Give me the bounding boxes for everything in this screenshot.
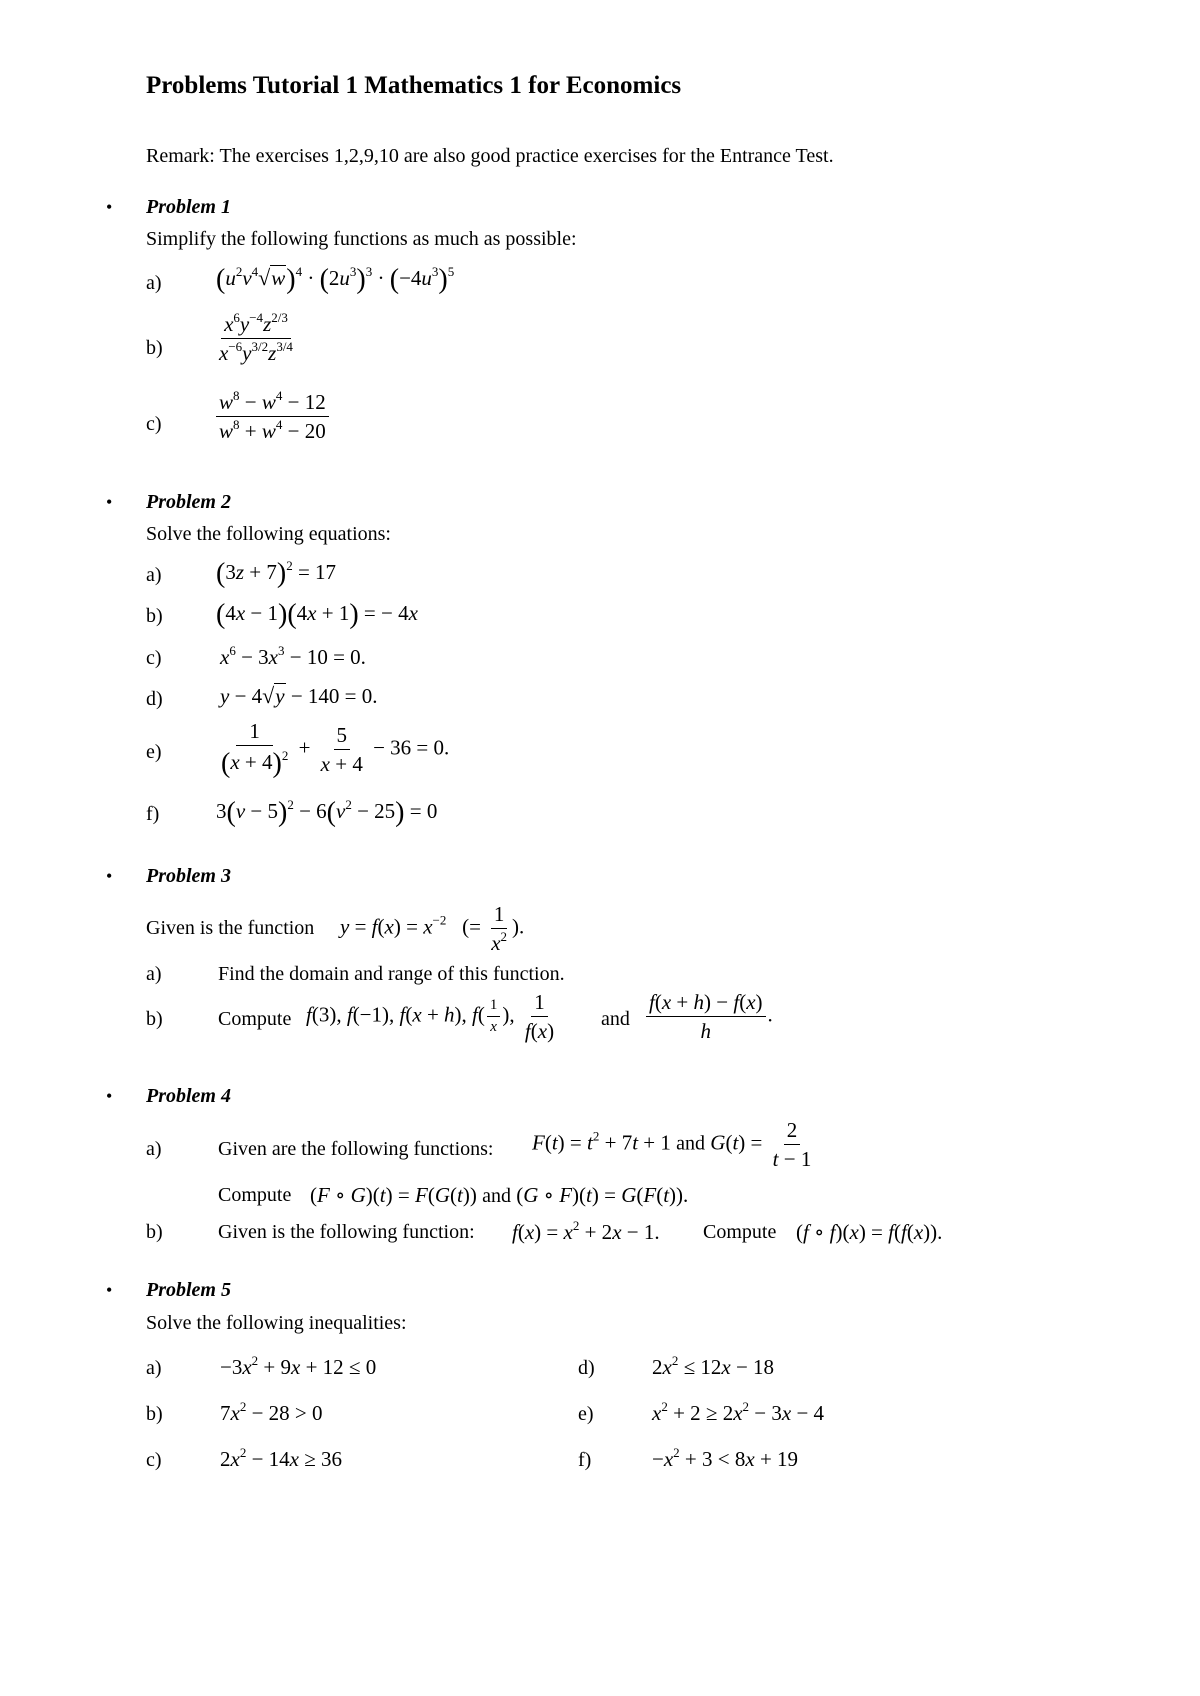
problem-5c-inequality: $2x^2 - 14x \ge 36$ [220,1445,343,1471]
problem-2-label-d: d) [146,688,163,710]
problem-2e-equation: $\frac{1}{(x + 4)^2}$ + $\frac{5}{x + 4}$ − 36 = 0. [221,719,450,780]
problem-3a-text: Find the domain and range of this function. [218,963,565,985]
bullet-icon: • [106,197,113,217]
problem-2-intro: Solve the following equations: [146,523,391,545]
problem-4b-text: Given is the following function: [218,1221,475,1243]
problem-4a-compositions: (F ∘ G)(t) = F(G(t)) and (G ∘ F)(t) = G(F(t)). [310,1183,689,1207]
problem-4b-compute: Compute [703,1221,777,1243]
problem-5-label-b: b) [146,1403,163,1425]
problem-3b-and: and [601,1008,630,1030]
bullet-icon: • [106,866,113,886]
problem-5f-inequality: $-x^2 + 3 < 8x + 19$ [652,1445,799,1471]
problem-5-label-f: f) [578,1449,592,1471]
problem-2b-equation: (4x − 1)(4x + 1) = − 4x [216,599,418,630]
problem-3b-expressions: f(3), f(−1), f(x + h), f( $\frac{1}{x}$ ), $\frac{1}{f(x)}$ [306,990,555,1044]
problem-2-label-b: b) [146,605,163,627]
problem-1-intro: Simplify the following functions as much as possible: [146,228,577,250]
problem-4-heading: Problem 4 [146,1085,231,1107]
bullet-icon: • [106,1086,113,1106]
problem-5-heading: Problem 5 [146,1279,231,1301]
bullet-icon: • [106,492,113,512]
problem-5-label-d: d) [578,1357,595,1379]
problem-5b-inequality: $7x^2 - 28 > 0$ [220,1399,323,1425]
problem-3-function: $y = f(x) = x^{-2}$ (= $\frac{1}{x^2}$ ). [340,902,525,956]
problem-3-label-b: b) [146,1008,163,1030]
problem-2a-equation: $(3z + 7)^2 = 17$ [216,558,337,589]
problem-4-label-b: b) [146,1221,163,1243]
problem-3-label-a: a) [146,963,162,985]
problem-5a-inequality: $-3x^2 + 9x + 12 \le 0$ [220,1353,377,1379]
problem-4a-functions: $F(t) = t^2 + 7t + 1$ and G(t) = $\frac{2}{t - 1}$ [532,1118,812,1172]
bullet-icon: • [106,1280,113,1300]
problem-2-label-e: e) [146,741,162,763]
problem-5-label-e: e) [578,1403,594,1425]
problem-5d-inequality: $2x^2 \le 12x - 18$ [652,1353,775,1379]
problem-2c-equation: $x^6 - 3x^3 - 10 = 0$. [220,643,366,669]
problem-4-label-a: a) [146,1138,162,1160]
problem-5e-inequality: $x^2 + 2 \ge 2x^2 - 3x - 4$ [652,1399,825,1425]
problem-4b-function: $f(x) = x^2 + 2x - 1$. [512,1218,660,1244]
problem-3b-text: Compute [218,1008,292,1030]
problem-2-heading: Problem 2 [146,491,231,513]
problem-5-label-a: a) [146,1357,162,1379]
problem-1b-expression: $\frac{x^6y^{-4}z^{2/3}}{x^{-6}y^{3/2}z^{3/4}}$ [219,310,293,366]
remark-text: Remark: The exercises 1,2,9,10 are also good practice exercises for the Entrance Test. [146,145,834,167]
problem-1-heading: Problem 1 [146,196,231,218]
problem-2d-equation: y − 4√y − 140 = 0. [220,683,378,708]
problem-1c-expression: $\frac{w^8 - w^4 - 12}{w^8 + w^4 - 20}$ [214,390,331,443]
problem-4a-text: Given are the following functions: [218,1138,494,1160]
problem-2f-equation: $3(v - 5)^2 - 6(v^2 - 25) = 0$ [216,797,438,828]
problem-4a-compute: Compute [218,1184,292,1206]
problem-1-label-b: b) [146,337,163,359]
problem-5-intro: Solve the following inequalities: [146,1312,407,1334]
problem-5-label-c: c) [146,1449,162,1471]
problem-1a-expression: $(u^2v^4√w)^4 \cdot (2u^3)^3 \cdot (-4u^3)^5$ [216,264,455,295]
problem-3b-difference-quotient: $\frac{f(x + h) - f(x)}{h}$ . [644,990,773,1043]
problem-4b-composition: (f ∘ f)(x) = f(f(x)). [796,1220,943,1244]
problem-2-label-c: c) [146,647,162,669]
problem-2-label-a: a) [146,564,162,586]
problem-3-intro: Given is the function [146,917,315,939]
problem-1-label-a: a) [146,272,162,294]
problem-1-label-c: c) [146,413,162,435]
problem-3-heading: Problem 3 [146,865,231,887]
problem-2-label-f: f) [146,803,160,825]
page-title: Problems Tutorial 1 Mathematics 1 for Economics [146,72,682,99]
